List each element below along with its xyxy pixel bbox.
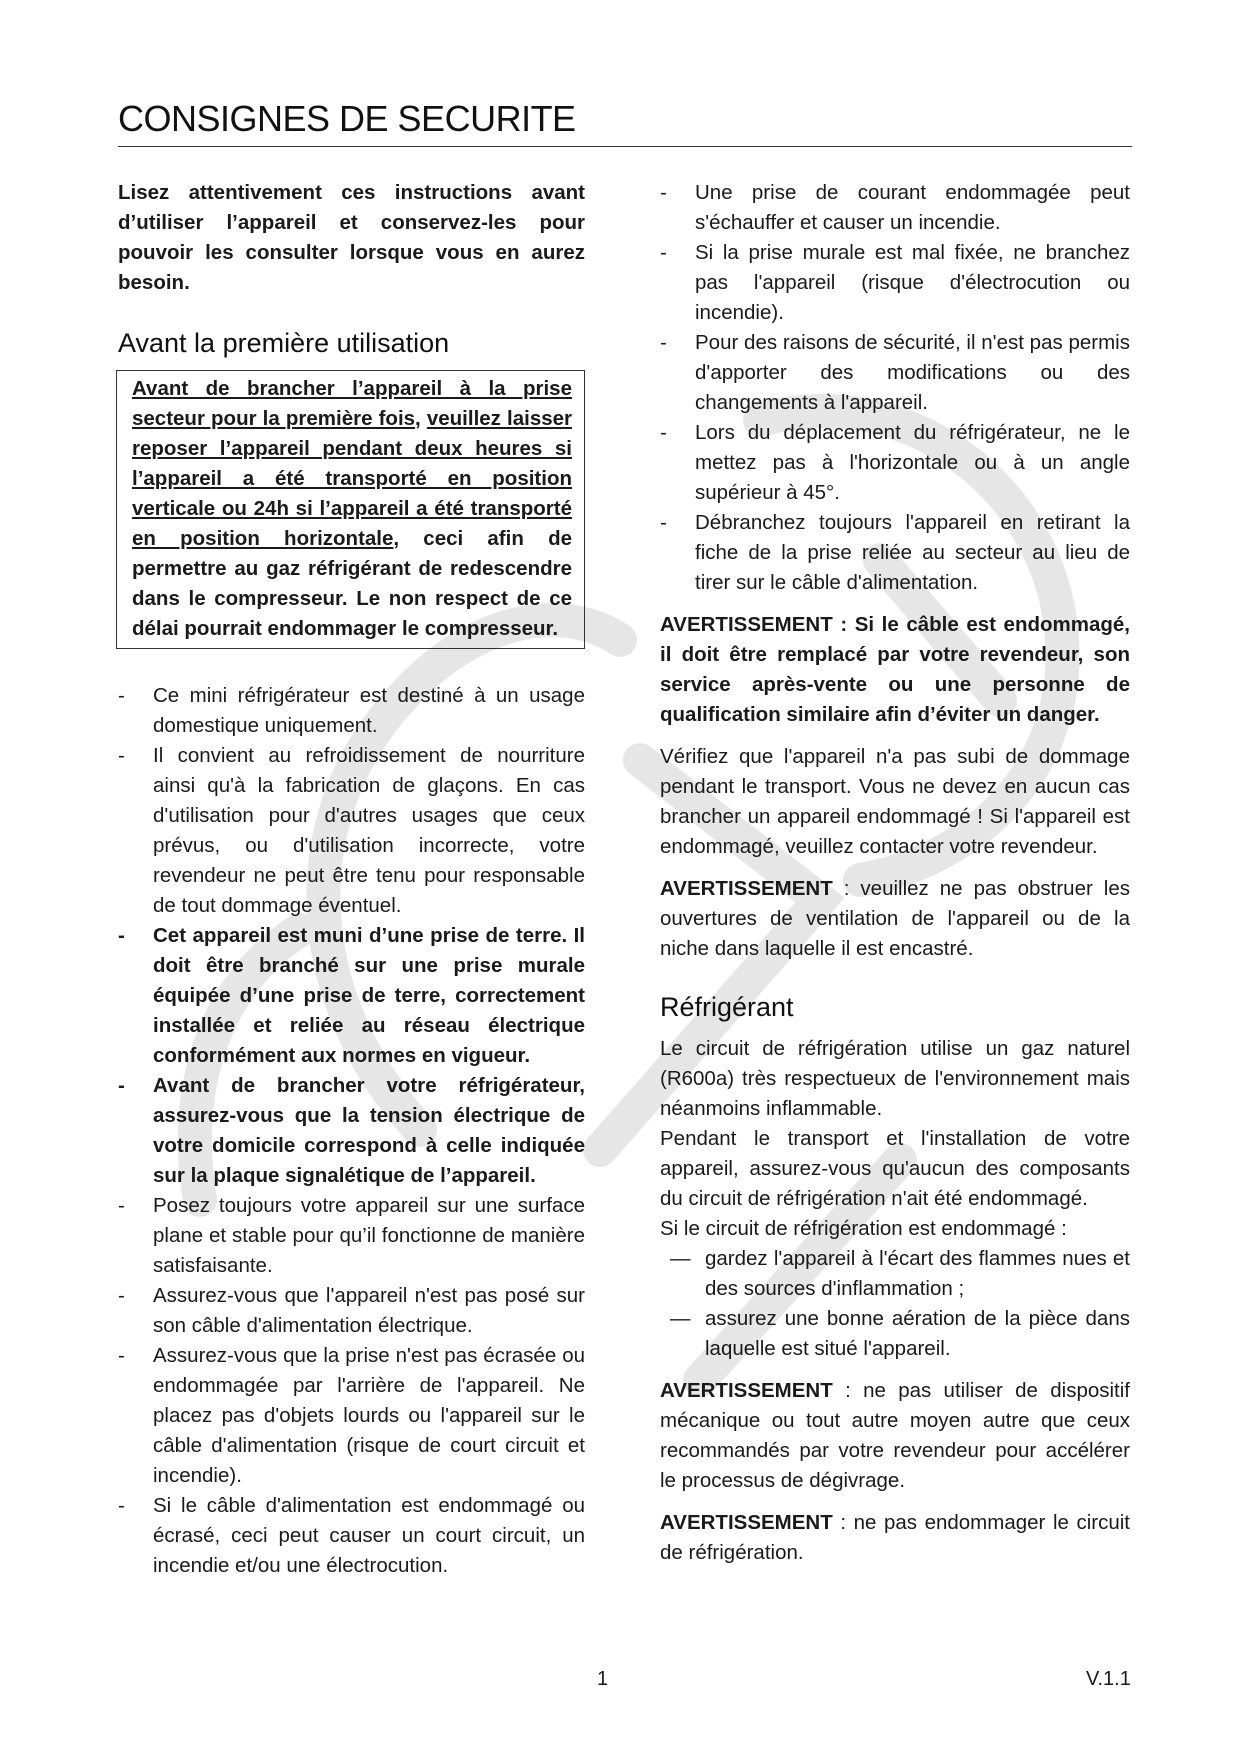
list-item [660,178,1130,238]
refrigerant-paragraph-1: Le circuit de réfrigération utilise un gaz naturel (R600a) très respectueux de l'environnement mais néanmoins inflammable. [660,1037,1130,1120]
list-item-text: Une prise de courant endommagée peut s'échauffer et causer un incendie. [695,181,1130,234]
list-item [660,328,1130,418]
warning-text: : veuillez ne pas obstruer les ouvertures de ventilation de l'appareil ou de la niche dans laquelle il est encastré. [660,877,1130,960]
list-item [660,238,1130,328]
list-item-text: Débranchez toujours l'appareil en retirant la fiche de la prise reliée au secteur au lieu de tirer sur le câble d'alimentation. [695,511,1130,594]
list-item [670,1304,1130,1364]
dash-marker: - [660,421,667,444]
list-item-text: Avant de brancher votre réfrigérateur, assurez-vous que la tension électrique de votre domicile correspond à celle indiquée sur la plaque signalétique de l’appareil. [153,1074,585,1187]
dash-marker: - [660,181,667,204]
dash-marker: - [660,511,667,534]
list-item-text: Cet appareil est muni d’une prise de terre. Il doit être branché sur une prise murale équipée d’une prise de terre, correctement installée et reliée au réseau électrique conformément aux normes en vigueur. [153,924,585,1067]
dash-marker: - [118,1284,125,1307]
notice-underlined-1: Avant de brancher l’appareil à la prise secteur pour la première fois [132,377,572,430]
dash-marker: - [118,1074,125,1097]
dash-marker: - [118,924,125,947]
warning-text: : ne pas endommager le circuit de réfrigération. [660,1511,1130,1564]
list-item-text: Assurez-vous que l'appareil n'est pas posé sur son câble d'alimentation électrique. [153,1284,585,1337]
list-item-text: Posez toujours votre appareil sur une surface plane et stable pour qu’il fonctionne de manière satisfaisante. [153,1194,585,1277]
dash-marker: - [118,1344,125,1367]
refrigerant-list [660,1244,1130,1364]
document-version: V.1.1 [1086,1668,1131,1690]
dash-marker: - [660,331,667,354]
page-number: 1 [597,1668,609,1690]
list-item [660,418,1130,508]
list-item [660,508,1130,598]
dash-marker: - [118,744,125,767]
list-item-text: Lors du déplacement du réfrigérateur, ne le mettez pas à l'horizontale ou à un angle supérieur à 45°. [695,421,1130,504]
list-item-text: assurez une bonne aération de la pièce dans laquelle est situé l'appareil. [705,1307,1130,1360]
page-title: CONSIGNES DE SECURITE [118,98,1132,147]
list-item [118,1491,585,1581]
warning-defrost [660,1376,1130,1496]
notice-rest: , ceci afin de permettre au gaz réfrigérant de redescendre dans le compresseur. Le non respect de ce délai pourrait endommager le compresseur. [132,527,572,640]
left-column [118,178,585,1581]
refrigerant-paragraph-3: Si le circuit de réfrigération est endommagé : [660,1217,1067,1240]
right-column [660,178,1130,1580]
notice-separator: , [415,407,427,430]
section-heading-first-use: Avant la première utilisation [118,328,450,358]
list-item-text: Il convient au refroidissement de nourriture ainsi qu'à la fabrication de glaçons. En cas d'utilisation pour d'autres usages que ceux prévus, ou d'utilisation incorrecte, votre revendeur ne peut être tenu pour responsable de tout dommage éventuel. [153,744,585,917]
first-use-notice-box [116,370,585,649]
dash-marker: - [118,1194,125,1217]
warning-circuit [660,1508,1130,1568]
list-item-text: Si le câble d'alimentation est endommagé ou écrasé, ceci peut causer un court circuit, un incendie et/ou une électrocution. [153,1494,585,1577]
dash-marker: - [118,1494,125,1517]
list-item [118,1071,585,1191]
list-item [118,1341,585,1491]
list-item-text: Assurez-vous que la prise n'est pas écrasée ou endommagée par l'arrière de l'appareil. Ne placez pas d'objets lourds ou l'appareil sur le câble d'alimentation (risque de court circuit et incendie). [153,1344,585,1487]
list-item [118,741,585,921]
section-heading-refrigerant: Réfrigérant [660,992,794,1022]
list-item-text: gardez l'appareil à l'écart des flammes nues et des sources d'inflammation ; [705,1247,1130,1300]
refrigerant-paragraph-2: Pendant le transport et l'installation de votre appareil, assurez-vous qu'aucun des composants du circuit de réfrigération n'ait été endommagé. [660,1127,1130,1210]
warning-ventilation [660,874,1130,964]
warning-text: : ne pas utiliser de dispositif mécanique ou tout autre moyen autre que ceux recommandés par votre revendeur pour accélérer le processus de dégivrage. [660,1379,1130,1492]
dash-marker: - [118,684,125,707]
warning-label: AVERTISSEMENT [660,877,833,900]
list-item [118,1191,585,1281]
list-item-text: Pour des raisons de sécurité, il n'est pas permis d'apporter des modifications ou des changements à l'appareil. [695,331,1130,414]
notice-underlined-2: veuillez laisser reposer l’appareil pendant deux heures si l’appareil a été transporté en position verticale ou 24h si l’appareil a été transporté en position horizontale [132,407,572,550]
list-item [118,921,585,1071]
warning-label: AVERTISSEMENT [660,1511,833,1534]
dash-marker: — [670,1307,691,1330]
list-item-text: Ce mini réfrigérateur est destiné à un usage domestique uniquement. [153,684,585,737]
damage-check-paragraph: Vérifiez que l'appareil n'a pas subi de dommage pendant le transport. Vous ne devez en aucun cas brancher un appareil endommagé ! Si l'appareil est endommagé, veuillez contacter votre revendeur. [660,745,1130,858]
list-item-text: Si la prise murale est mal fixée, ne branchez pas l'appareil (risque d'électrocution ou incendie). [695,241,1130,324]
list-item [118,681,585,741]
intro-paragraph: Lisez attentivement ces instructions avant d’utiliser l’appareil et conservez-les pour pouvoir les consulter lorsque vous en aurez besoin. [118,181,585,294]
dash-marker: — [670,1247,691,1270]
list-item [670,1244,1130,1304]
list-item [118,1281,585,1341]
right-bullet-list [660,178,1130,598]
dash-marker: - [660,241,667,264]
warning-cable: AVERTISSEMENT : Si le câble est endommagé, il doit être remplacé par votre revendeur, son service après-vente ou une personne de qualification similaire afin d’éviter un danger. [660,613,1130,726]
left-bullet-list [118,681,585,1581]
warning-label: AVERTISSEMENT [660,1379,833,1402]
